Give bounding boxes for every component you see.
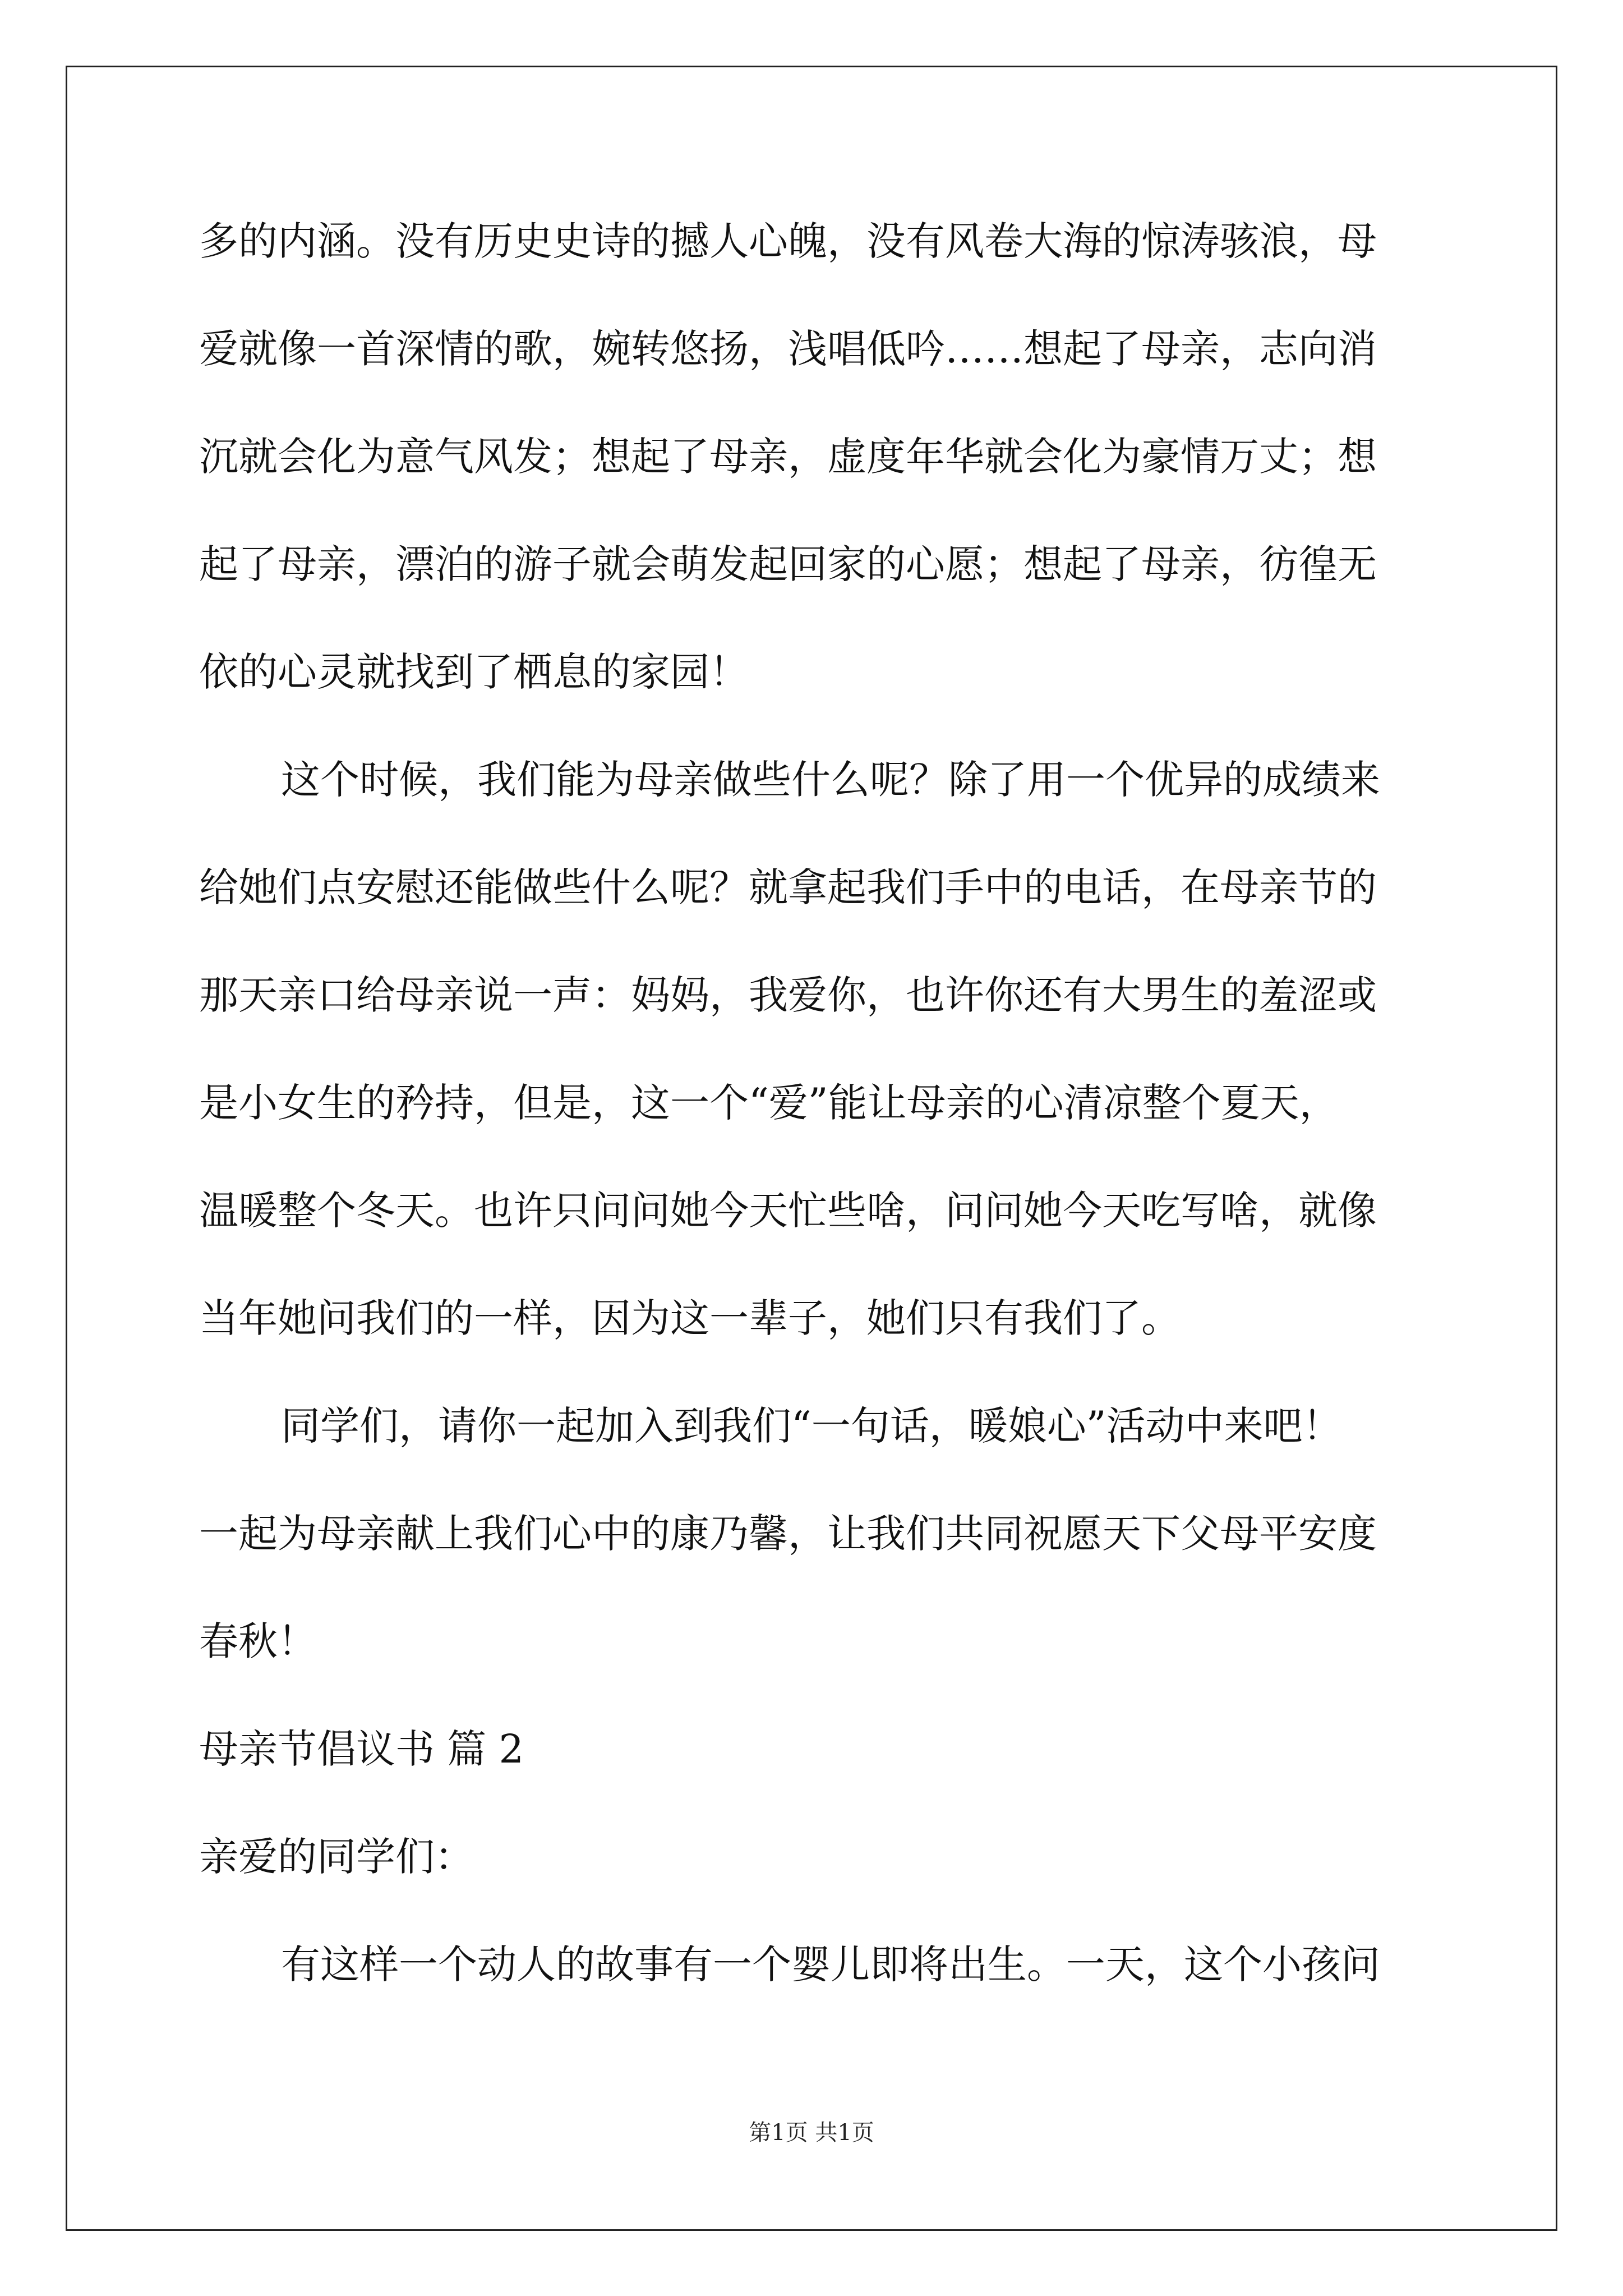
- text-line: 春秋！: [199, 1618, 317, 1664]
- text-line: 一起为母亲献上我们心中的康乃馨，让我们共同祝愿天下父母平安度: [199, 1511, 1377, 1557]
- text-line: 多的内涵。没有历史史诗的撼人心魄，没有风卷大海的惊涛骇浪，母: [199, 218, 1377, 264]
- text-line: 爱就像一首深情的歌，婉转悠扬，浅唱低吟……想起了母亲，志向消: [199, 326, 1377, 372]
- paragraph-start-line: 有这样一个动人的故事有一个婴儿即将出生。一天，这个小孩问: [281, 1941, 1380, 1987]
- salutation: 亲爱的同学们：: [199, 1834, 474, 1880]
- text-line: 当年她问我们的一样，因为这一辈子，她们只有我们了。: [199, 1295, 1181, 1341]
- text-line: 依的心灵就找到了栖息的家园！: [199, 649, 749, 695]
- text-line: 那天亲口给母亲说一声：妈妈，我爱你，也许你还有大男生的羞涩或: [199, 972, 1377, 1018]
- page-footer: 第1页 共1页: [749, 2120, 874, 2146]
- text-line: 沉就会化为意气风发；想起了母亲，虚度年华就会化为豪情万丈；想: [199, 434, 1377, 480]
- text-line: 起了母亲，漂泊的游子就会萌发起回家的心愿；想起了母亲，彷徨无: [199, 541, 1377, 587]
- text-line: 是小女生的矜持，但是，这一个“爱”能让母亲的心清凉整个夏天，: [199, 1080, 1339, 1126]
- page-border: [66, 66, 1557, 2231]
- text-line: 给她们点安慰还能做些什么呢？就拿起我们手中的电话，在母亲节的: [199, 864, 1377, 910]
- section-heading: 母亲节倡议书 篇 2: [199, 1726, 524, 1772]
- paragraph-start-line: 同学们，请你一起加入到我们“一句话，暖娘心”活动中来吧！: [281, 1403, 1342, 1449]
- paragraph-start-line: 这个时候，我们能为母亲做些什么呢？除了用一个优异的成绩来: [281, 757, 1380, 803]
- text-line: 温暖整个冬天。也许只问问她今天忙些啥，问问她今天吃写啥，就像: [199, 1188, 1377, 1234]
